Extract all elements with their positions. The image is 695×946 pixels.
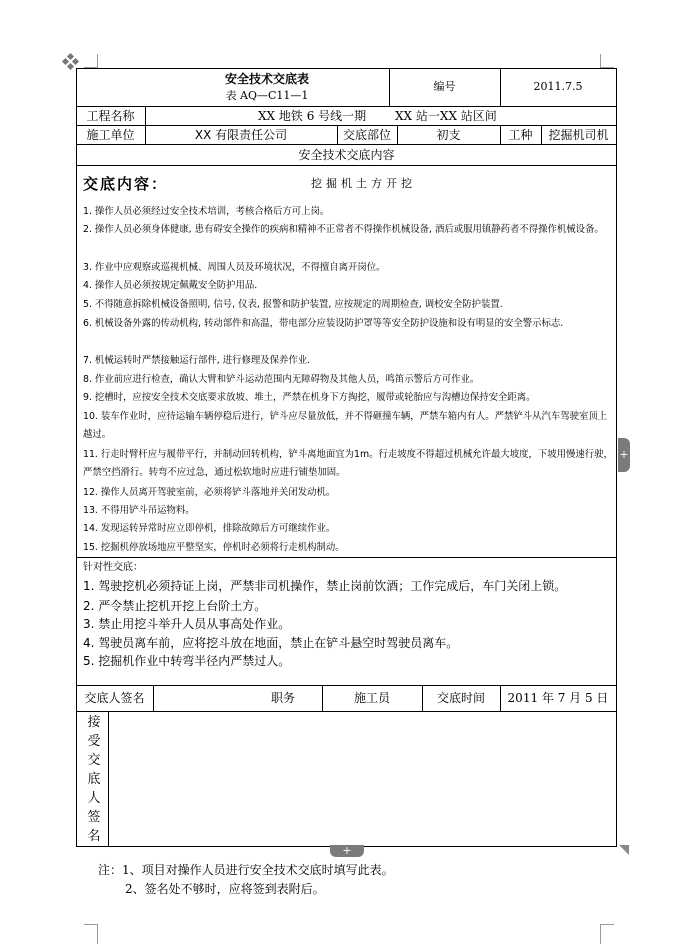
targeted-label: 针对性交底： xyxy=(83,562,143,573)
disclosure-time-value[interactable]: 2011 年 7 月 5 日 xyxy=(507,691,609,705)
content-heading: 安全技术交底内容 xyxy=(298,148,395,162)
crop-mark xyxy=(600,924,614,925)
row-divider xyxy=(76,125,617,126)
content-item: 3. 作业中应观察或巡视机械、周围人员及环境状况，不得擅自离开岗位。 xyxy=(83,262,386,273)
targeted-item: 4. 驾驶员离车前，应将挖斗放在地面，禁止在铲斗悬空时驾驶员离车。 xyxy=(83,636,459,650)
content-item: 7. 机械运转时严禁接触运行部件, 进行修理及保养作业. xyxy=(83,355,311,366)
disclosure-time-label: 交底时间 xyxy=(436,691,485,705)
table-border xyxy=(616,68,617,847)
plus-icon[interactable]: + xyxy=(330,845,364,857)
crop-mark xyxy=(97,54,98,68)
content-item: 13. 不得用铲斗吊运物料。 xyxy=(83,505,195,516)
receiver-label-char: 人 xyxy=(87,791,101,806)
content-item: 15. 挖掘机停放场地应平整坚实，停机时必须将行走机构制动。 xyxy=(83,542,345,553)
content-item: 10. 装车作业时，应待运输车辆停稳后进行，铲斗应尽量放低，并不得砸撞车辆，严禁车箱内有人。严禁铲斗从汽车驾驶室顶上越过。 xyxy=(83,411,608,440)
project-section-value[interactable]: XX 站一XX 站区间 xyxy=(395,109,497,123)
crop-mark xyxy=(97,924,98,944)
crop-mark xyxy=(600,924,601,944)
content-item: 8. 作业前应进行检查，确认大臂和铲斗运动范围内无障碍物及其他人员，鸣笛示警后方可作业。 xyxy=(83,374,480,385)
receiver-label-char: 接 xyxy=(87,715,101,730)
number-date[interactable]: 2011.7.5 xyxy=(533,80,583,93)
receiver-label-char: 底 xyxy=(87,772,101,787)
plus-icon[interactable]: + xyxy=(618,438,630,472)
row-divider xyxy=(76,557,617,558)
row-divider xyxy=(76,106,617,107)
content-item: 4. 操作人员必须按规定佩戴安全防护用品. xyxy=(83,280,258,291)
crop-mark xyxy=(84,924,98,925)
project-name-value[interactable]: XX 地铁 6 号线一期 xyxy=(258,109,367,123)
table-border xyxy=(76,68,77,847)
targeted-item: 2. 严令禁止挖机开挖上台阶土方。 xyxy=(83,599,267,613)
receiver-label-char: 交 xyxy=(87,753,101,768)
form-title: 安全技术交底表 xyxy=(224,72,309,86)
content-item: 2. 操作人员必须身体健康, 患有碍安全操作的疾病和精神不正常者不得操作机械设备, 酒后或服用镇静药者不得操作机械设备。 xyxy=(83,224,604,235)
content-item: 5. 不得随意拆除机械设备照明, 信号, 仪表, 报警和防护装置, 应按规定的周期检查, 调校安全防护装置. xyxy=(83,299,503,310)
construction-unit-label: 施工单位 xyxy=(86,128,135,142)
form-number-code: 表 AQ—C11—1 xyxy=(225,89,309,102)
number-label: 编号 xyxy=(433,80,456,93)
disclosure-part-label: 交底部位 xyxy=(342,128,391,142)
row-divider xyxy=(76,165,617,166)
content-item: 12. 操作人员离开驾驶室前，必须将铲斗落地并关闭发动机。 xyxy=(83,487,336,498)
table-border xyxy=(76,68,617,69)
row-divider xyxy=(76,144,617,145)
receiver-label-char: 签 xyxy=(87,810,101,825)
trade-value[interactable]: 挖掘机司机 xyxy=(548,128,609,142)
targeted-item: 3. 禁止用挖斗举升人员从事高处作业。 xyxy=(83,617,291,631)
construction-unit-value[interactable]: XX 有限责任公司 xyxy=(194,128,288,142)
content-item: 11. 行走时臂杆应与履带平行，并制动回转机构，铲斗离地面宜为1m。行走坡度不得超过机械允许最大坡度，下坡用慢速行驶，严禁空挡滑行。转弯不应过急，通过松软地时应进行铺垫加固。 xyxy=(83,449,613,478)
content-item: 9. 挖槽时，应按安全技术交底要求放坡、堆土，严禁在机身下方掏挖，履带或轮胎应与沟槽边保持安全距离。 xyxy=(83,392,536,403)
targeted-item: 1. 驾驶挖机必须持证上岗，严禁非司机操作，禁止岗前饮酒；工作完成后，车门关闭上锁。 xyxy=(83,579,567,593)
note-line-2: 2、签名处不够时，应将签到表附后。 xyxy=(125,882,325,896)
content-item: 1. 操作人员必须经过安全技术培训，考核合格后方可上岗。 xyxy=(83,206,330,217)
receiver-sign-label xyxy=(80,713,108,846)
position-value[interactable]: 施工员 xyxy=(353,691,390,705)
trade-label: 工种 xyxy=(508,128,533,142)
discloser-sign-field[interactable] xyxy=(154,686,244,711)
position-label: 职务 xyxy=(270,691,295,705)
content-item: 14. 发现运转异常时应立即停机，排除故障后方可继续作业。 xyxy=(83,523,336,534)
receiver-label-char: 名 xyxy=(87,829,101,844)
resize-handle-icon[interactable] xyxy=(619,845,629,855)
project-name-label: 工程名称 xyxy=(86,109,135,123)
note-line-1: 注：1、项目对操作人员进行安全技术交底时填写此表。 xyxy=(98,863,394,877)
content-subject: 挖掘机土方开挖 xyxy=(311,177,416,190)
disclosure-part-value[interactable]: 初支 xyxy=(436,128,461,142)
targeted-item: 5. 挖掘机作业中转弯半径内严禁过人。 xyxy=(83,654,291,668)
receiver-sign-area[interactable] xyxy=(109,712,616,846)
content-item: 6. 机械设备外露的传动机构, 转动部件和高温，带电部分应装设防护罩等等安全防护设施和设有明显的安全警示标志. xyxy=(83,318,564,329)
content-label: 交底内容： xyxy=(83,175,169,193)
discloser-sign-label: 交底人签名 xyxy=(84,691,145,705)
crop-mark xyxy=(600,54,601,68)
receiver-label-char: 受 xyxy=(87,734,101,749)
